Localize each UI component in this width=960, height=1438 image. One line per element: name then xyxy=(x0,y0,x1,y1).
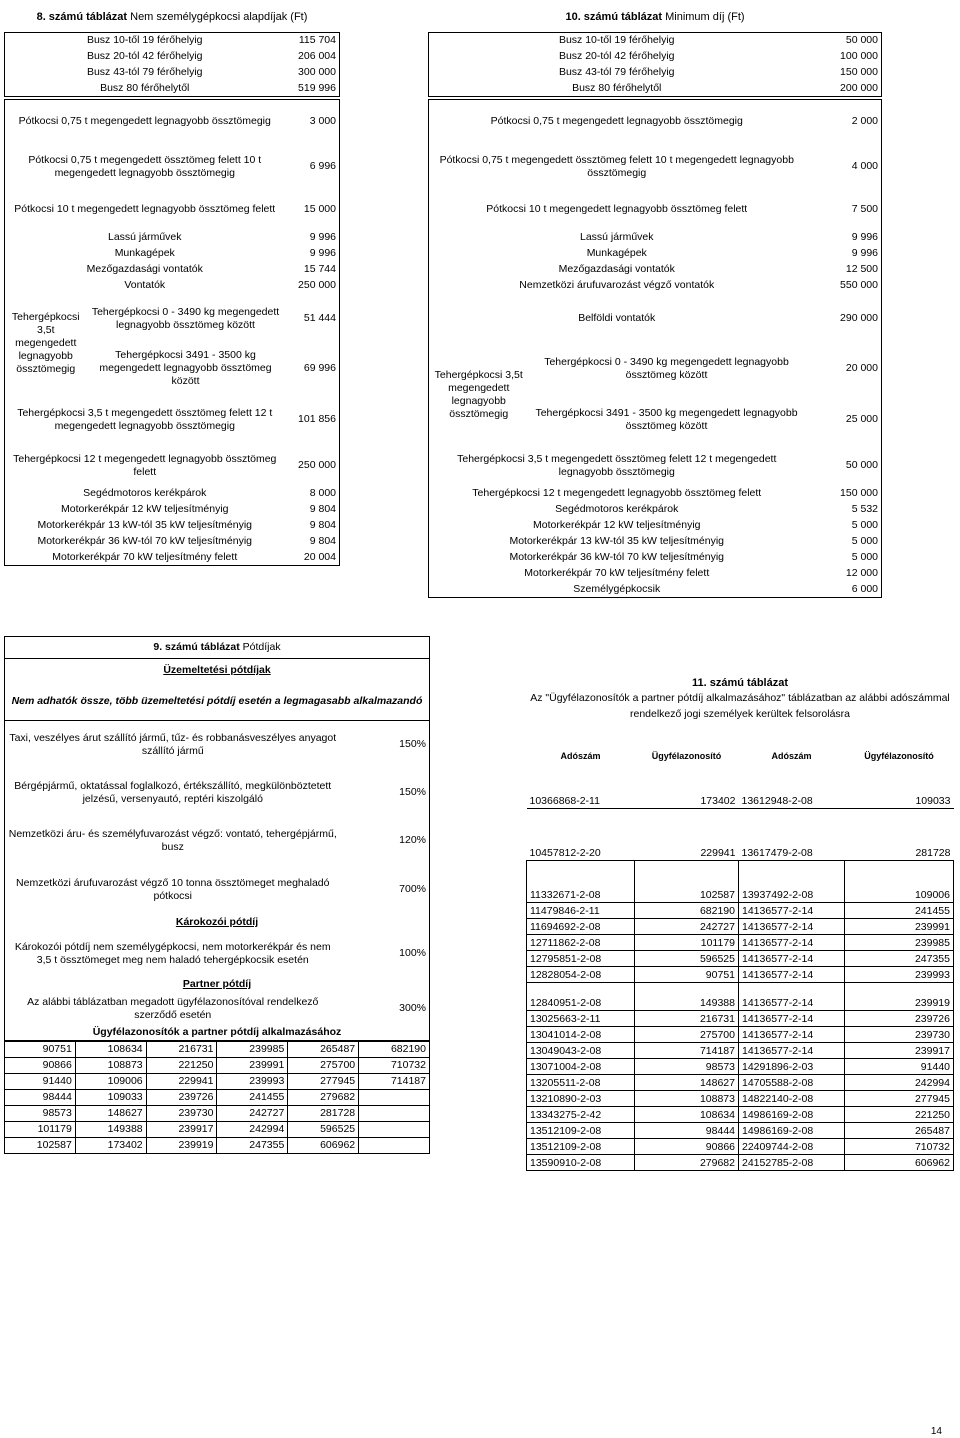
client-id-cell: 98444 xyxy=(5,1090,76,1106)
cell-value: 50 000 xyxy=(845,459,878,471)
table-9 xyxy=(4,636,430,1154)
cell-value: 9 996 xyxy=(309,247,336,259)
cell-label: Tehergépkocsi 0 - 3490 kg megengedett legnagyobb össztömeg között xyxy=(91,305,280,331)
tax-number-cell: 14291896-2-03 xyxy=(739,1058,845,1074)
tax-number-cell: 13049043-2-08 xyxy=(527,1042,635,1058)
table-row xyxy=(527,808,954,860)
tax-number-cell: 14986169-2-08 xyxy=(739,1122,845,1138)
cell-value: 8 000 xyxy=(309,487,336,499)
tax-number-cell: 12840951-2-08 xyxy=(527,982,635,1010)
table-11-grid xyxy=(526,748,954,1171)
client-id-cell: 606962 xyxy=(845,1154,954,1170)
client-id-cell: 109006 xyxy=(845,860,954,902)
cell-value: 290 000 xyxy=(840,312,878,324)
table-8-title-rest: Nem személygépkocsi alapdíjak (Ft) xyxy=(127,11,308,23)
table-row xyxy=(5,1058,430,1074)
table-10 xyxy=(428,6,882,598)
col-header: Ügyfélazonosító xyxy=(651,750,722,761)
tax-number-cell: 11479846-2-11 xyxy=(527,902,635,918)
cell-value: 6 000 xyxy=(851,582,878,595)
tax-number-cell: 12711862-2-08 xyxy=(527,934,635,950)
cell-label: Busz 10-től 19 férőhelyig xyxy=(86,34,203,47)
tax-number-cell: 13210890-2-03 xyxy=(527,1090,635,1106)
cell-value: 519 996 xyxy=(298,81,336,94)
cell-value: 69 996 xyxy=(303,362,336,374)
cell-value: 150 000 xyxy=(840,66,878,78)
ops-note: Nem adhatók össze, több üzemeltetési pótdíj esetén a legmagasabb alkalmazandó xyxy=(5,683,430,721)
cell-label: Vontatók xyxy=(124,279,166,291)
client-id-cell: 242994 xyxy=(217,1122,288,1138)
table-row xyxy=(527,982,954,1010)
client-id-cell: 149388 xyxy=(635,982,739,1010)
client-id-cell: 242727 xyxy=(635,918,739,934)
section-damage-heading: Károkozói pótdíj xyxy=(175,916,259,928)
client-id-cell: 279682 xyxy=(288,1090,359,1106)
cell-label: Taxi, veszélyes árut szállító jármű, tűz- és robbanásveszélyes anyagot szállító jármű xyxy=(9,731,337,757)
table-row xyxy=(5,1074,430,1090)
cell-value: 4 000 xyxy=(851,160,878,172)
client-id-cell xyxy=(359,1106,430,1122)
tax-number-cell: 22409744-2-08 xyxy=(739,1138,845,1154)
col-header: Adószám xyxy=(771,750,812,761)
client-id-cell: 710732 xyxy=(359,1058,430,1074)
cell-label: Bérgépjármű, oktatással foglalkozó, értékszállító, megkülönböztetett jelzésű, versenyautó, reptéri kiszolgáló xyxy=(14,779,332,805)
cell-value: 20 004 xyxy=(303,550,336,563)
client-id-cell: 281728 xyxy=(845,808,954,860)
cell-value: 15 000 xyxy=(303,203,336,215)
client-id-cell: 265487 xyxy=(288,1042,359,1058)
cell-label: Nemzetközi áru- és személyfuvarozást végző: vontató, tehergépjármű, busz xyxy=(8,827,337,853)
client-id-cell: 239917 xyxy=(146,1122,217,1138)
cell-label: Mezőgazdasági vontatók xyxy=(86,263,203,275)
cell-value: 9 996 xyxy=(851,247,878,259)
cell-label: Lassú járművek xyxy=(579,231,654,243)
table-row xyxy=(527,1106,954,1122)
client-id-cell: 239730 xyxy=(146,1106,217,1122)
cell-value: 100% xyxy=(399,947,426,959)
cell-label: Tehergépkocsi 12 t megengedett legnagyobb össztömeg felett xyxy=(13,452,277,478)
cell-value: 206 004 xyxy=(298,50,336,62)
cell-label: Belföldi vontatók xyxy=(578,312,656,324)
cell-label: Motorkerékpár 70 kW teljesítmény felett xyxy=(524,567,710,579)
client-id-cell: 239726 xyxy=(845,1010,954,1026)
cell-label: Pótkocsi 0,75 t megengedett össztömeg felett 10 t megengedett legnagyobb össztömegig xyxy=(439,153,794,179)
section-ops-heading: Üzemeltetési pótdíjak xyxy=(163,664,271,677)
cell-label: Busz 43-tól 79 férőhelyig xyxy=(86,66,203,78)
client-id-cell: 247355 xyxy=(217,1138,288,1154)
cell-label: Busz 10-től 19 férőhelyig xyxy=(558,34,675,47)
client-id-cell: 279682 xyxy=(635,1154,739,1170)
client-id-cell: 216731 xyxy=(146,1042,217,1058)
cell-value: 2 000 xyxy=(851,115,878,128)
client-id-cell: 148627 xyxy=(75,1106,146,1122)
cell-value: 6 996 xyxy=(309,160,336,172)
cell-value: 250 000 xyxy=(298,459,336,471)
table-row xyxy=(527,1090,954,1106)
tax-number-cell: 13025663-2-11 xyxy=(527,1010,635,1026)
cell-label: Tehergépkocsi 3,5 t megengedett össztömeg felett 12 t megengedett legnagyobb össztömegig xyxy=(457,452,777,478)
tax-number-cell: 13041014-2-08 xyxy=(527,1026,635,1042)
tax-number-cell: 14136577-2-14 xyxy=(739,934,845,950)
client-id-cell: 91440 xyxy=(845,1058,954,1074)
tax-number-cell: 12795851-2-08 xyxy=(527,950,635,966)
table-row xyxy=(527,918,954,934)
tax-number-cell: 14136577-2-14 xyxy=(739,918,845,934)
client-id-cell xyxy=(359,1138,430,1154)
truck-group-label: Tehergépkocsi 3,5t megengedett legnagyobb össztömegig xyxy=(11,311,80,375)
cell-value: 150 000 xyxy=(840,487,878,499)
table-row xyxy=(5,1122,430,1138)
cell-label: Pótkocsi 10 t megengedett legnagyobb össztömeg felett xyxy=(14,203,276,215)
cell-label: Munkagépek xyxy=(586,247,647,259)
cell-label: Az alábbi táblázatban megadott ügyfélazonosítóval rendelkező szerződő esetén xyxy=(27,995,319,1021)
cell-label: Lassú járművek xyxy=(107,231,182,243)
client-id-cell: 109033 xyxy=(75,1090,146,1106)
cell-label: Pótkocsi 0,75 t megengedett legnagyobb össztömegig xyxy=(18,115,271,128)
cell-value: 15 744 xyxy=(303,263,336,275)
tax-number-cell: 14136577-2-14 xyxy=(739,1026,845,1042)
tax-number-cell: 13071004-2-08 xyxy=(527,1058,635,1074)
table-10-title-num: 10. számú táblázat xyxy=(565,11,663,23)
table-row xyxy=(5,1106,430,1122)
cell-value: 700% xyxy=(399,883,426,895)
client-id-cell: 229941 xyxy=(635,808,739,860)
table-8-main xyxy=(4,99,340,566)
cell-label: Tehergépkocsi 12 t megengedett legnagyobb össztömeg felett xyxy=(472,487,762,499)
client-id-cell: 173402 xyxy=(635,764,739,808)
client-id-cell: 109033 xyxy=(845,764,954,808)
tax-number-cell: 14136577-2-14 xyxy=(739,950,845,966)
cell-label: Segédmotoros kerékpárok xyxy=(83,487,207,499)
cell-label: Tehergépkocsi 3491 - 3500 kg megengedett legnagyobb össztömeg között xyxy=(535,406,798,432)
tax-number-cell: 13205511-2-08 xyxy=(527,1074,635,1090)
tax-number-cell: 14705588-2-08 xyxy=(739,1074,845,1090)
client-id-cell: 90751 xyxy=(5,1042,76,1058)
table-10-bus xyxy=(428,32,882,97)
cell-value: 9 996 xyxy=(309,231,336,243)
client-id-cell: 216731 xyxy=(635,1010,739,1026)
cell-value: 150% xyxy=(399,786,426,798)
tax-number-cell: 14986169-2-08 xyxy=(739,1106,845,1122)
table-10-title xyxy=(428,6,882,30)
client-id-cell: 149388 xyxy=(75,1122,146,1138)
cell-label: Nemzetközi árufuvarozást végző vontatók xyxy=(519,279,715,291)
tax-number-cell: 10457812-2-20 xyxy=(527,808,635,860)
col-header: Ügyfélazonosító xyxy=(864,750,934,761)
cell-value: 9 996 xyxy=(851,231,878,243)
table-11 xyxy=(526,676,954,1171)
cell-value: 100 000 xyxy=(840,50,878,62)
client-id-cell: 109006 xyxy=(75,1074,146,1090)
cell-label: Motorkerékpár 36 kW-tól 70 kW teljesítményig xyxy=(509,551,725,563)
table-9-title xyxy=(5,637,430,659)
cell-label: Busz 80 férőhelytől xyxy=(100,81,190,94)
cell-label: Motorkerékpár 12 kW teljesítményig xyxy=(533,519,701,531)
client-id-cell: 91440 xyxy=(5,1074,76,1090)
client-id-cell: 173402 xyxy=(75,1138,146,1154)
table-8-bus xyxy=(4,32,340,97)
tax-number-cell: 13612948-2-08 xyxy=(739,764,845,808)
section-partner-heading: Partner pótdíj xyxy=(182,978,252,990)
cell-label: Pótkocsi 0,75 t megengedett össztömeg felett 10 t megengedett legnagyobb össztömegig xyxy=(28,153,262,179)
cell-value: 300 000 xyxy=(298,66,336,78)
tax-number-cell: 14136577-2-14 xyxy=(739,902,845,918)
client-id-cell: 265487 xyxy=(845,1122,954,1138)
cell-label: Tehergépkocsi 0 - 3490 kg megengedett legnagyobb össztömeg között xyxy=(544,355,789,381)
cell-value: 250 000 xyxy=(298,279,336,291)
client-id-cell: 596525 xyxy=(635,950,739,966)
cell-value: 7 500 xyxy=(851,203,878,215)
tax-number-cell: 13512109-2-08 xyxy=(527,1138,635,1154)
client-id-cell: 98444 xyxy=(635,1122,739,1138)
client-id-cell: 596525 xyxy=(288,1122,359,1138)
client-id-cell: 239993 xyxy=(217,1074,288,1090)
cell-value: 12 500 xyxy=(845,263,878,275)
client-id-cell: 247355 xyxy=(845,950,954,966)
client-id-cell: 682190 xyxy=(359,1042,430,1058)
client-id-cell: 239919 xyxy=(845,982,954,1010)
cell-value: 120% xyxy=(399,834,426,846)
client-id-cell: 682190 xyxy=(635,902,739,918)
cell-value: 150% xyxy=(399,738,426,751)
table-row xyxy=(527,1042,954,1058)
cell-value: 5 000 xyxy=(851,519,878,531)
table-row xyxy=(527,1154,954,1170)
tax-number-cell: 13617479-2-08 xyxy=(739,808,845,860)
client-id-cell: 239991 xyxy=(217,1058,288,1074)
table-row xyxy=(5,1138,430,1154)
table-11-description: Az "Ügyfélazonosítók a partner pótdíj alkalmazásához" táblázatban az alábbi adószámmal rendelkező jogi személyek kerültek felsorolásra xyxy=(530,692,950,720)
client-id-cell: 239917 xyxy=(845,1042,954,1058)
client-id-cell: 108634 xyxy=(75,1042,146,1058)
client-id-cell: 98573 xyxy=(635,1058,739,1074)
cell-label: Motorkerékpár 13 kW-tól 35 kW teljesítményig xyxy=(509,535,725,547)
table-8-title xyxy=(4,6,340,30)
client-id-cell: 239993 xyxy=(845,966,954,982)
table-row xyxy=(527,934,954,950)
cell-label: Károkozói pótdíj nem személygépkocsi, nem motorkerékpár és nem 3,5 t össztömeget meg nem haladó tehergépkocsik esetén xyxy=(14,940,331,966)
page-number: 14 xyxy=(930,1426,942,1437)
cell-label: Tehergépkocsi 3,5 t megengedett össztömeg felett 12 t megengedett legnagyobb össztömegig xyxy=(17,406,273,432)
tax-number-cell: 11694692-2-08 xyxy=(527,918,635,934)
section-ids-heading: Ügyfélazonosítók a partner pótdíj alkalmazásához xyxy=(92,1025,342,1038)
client-id-table xyxy=(4,1041,430,1154)
client-id-cell: 148627 xyxy=(635,1074,739,1090)
client-id-cell: 714187 xyxy=(635,1042,739,1058)
cell-label: Nemzetközi árufuvarozást végző 10 tonna össztömeget meghaladó pótkocsi xyxy=(16,876,330,902)
tax-number-cell: 14822140-2-08 xyxy=(739,1090,845,1106)
client-id-cell: 281728 xyxy=(288,1106,359,1122)
cell-value: 51 444 xyxy=(303,312,336,324)
client-id-cell: 108634 xyxy=(635,1106,739,1122)
table-10-title-rest: Minimum díj (Ft) xyxy=(662,11,745,23)
table-row xyxy=(527,764,954,808)
client-id-cell: 239730 xyxy=(845,1026,954,1042)
client-id-cell: 90866 xyxy=(5,1058,76,1074)
table-row xyxy=(527,1058,954,1074)
cell-value: 9 804 xyxy=(309,535,336,547)
client-id-cell: 275700 xyxy=(288,1058,359,1074)
table-row xyxy=(5,1042,430,1058)
tax-number-cell: 14136577-2-14 xyxy=(739,982,845,1010)
client-id-cell: 242727 xyxy=(217,1106,288,1122)
tax-number-cell: 14136577-2-14 xyxy=(739,966,845,982)
cell-label: Személygépkocsik xyxy=(573,582,661,595)
cell-value: 101 856 xyxy=(298,413,336,425)
cell-value: 3 000 xyxy=(309,115,336,128)
cell-label: Motorkerékpár 36 kW-tól 70 kW teljesítményig xyxy=(37,535,253,547)
client-id-cell: 221250 xyxy=(146,1058,217,1074)
cell-label: Motorkerékpár 12 kW teljesítményig xyxy=(61,503,229,515)
client-id-cell: 102587 xyxy=(635,860,739,902)
cell-value: 20 000 xyxy=(845,362,878,374)
cell-label: Busz 20-tól 42 férőhelyig xyxy=(558,50,675,62)
col-header: Adószám xyxy=(560,750,601,761)
cell-label: Tehergépkocsi 3491 - 3500 kg megengedett legnagyobb össztömeg között xyxy=(99,349,272,387)
cell-value: 50 000 xyxy=(845,34,878,47)
cell-label: Busz 80 férőhelytől xyxy=(572,81,662,94)
table-row xyxy=(5,1090,430,1106)
tax-number-cell: 14136577-2-14 xyxy=(739,1010,845,1026)
cell-value: 25 000 xyxy=(845,413,878,425)
tax-number-cell: 11332671-2-08 xyxy=(527,860,635,902)
tax-number-cell: 13590910-2-08 xyxy=(527,1154,635,1170)
client-id-cell: 606962 xyxy=(288,1138,359,1154)
table-row xyxy=(527,902,954,918)
client-id-cell: 102587 xyxy=(5,1138,76,1154)
cell-value: 5 000 xyxy=(851,551,878,563)
client-id-cell: 277945 xyxy=(288,1074,359,1090)
client-id-cell: 239985 xyxy=(845,934,954,950)
table-9-grid xyxy=(4,636,430,1041)
cell-value: 200 000 xyxy=(840,81,878,94)
client-id-cell: 241455 xyxy=(845,902,954,918)
cell-value: 9 804 xyxy=(309,519,336,531)
table-row xyxy=(527,950,954,966)
table-row xyxy=(527,1026,954,1042)
cell-label: Busz 20-tól 42 férőhelyig xyxy=(86,50,203,62)
cell-label: Motorkerékpár 13 kW-tól 35 kW teljesítményig xyxy=(37,519,253,531)
cell-value: 9 804 xyxy=(309,503,336,515)
client-id-cell: 90866 xyxy=(635,1138,739,1154)
client-id-cell: 239991 xyxy=(845,918,954,934)
cell-label: Pótkocsi 10 t megengedett legnagyobb össztömeg felett xyxy=(486,203,748,215)
table-10-main xyxy=(428,99,882,598)
cell-label: Segédmotoros kerékpárok xyxy=(555,503,679,515)
table-row xyxy=(527,1122,954,1138)
client-id-cell: 229941 xyxy=(146,1074,217,1090)
client-id-cell: 221250 xyxy=(845,1106,954,1122)
table-9-title-num: 9. számú táblázat xyxy=(153,641,240,653)
client-id-cell: 90751 xyxy=(635,966,739,982)
cell-value: 5 000 xyxy=(851,535,878,547)
table-row xyxy=(527,1138,954,1154)
tax-number-cell: 24152785-2-08 xyxy=(739,1154,845,1170)
tax-number-cell: 10366868-2-11 xyxy=(527,764,635,808)
cell-value: 115 704 xyxy=(298,34,336,47)
cell-label: Mezőgazdasági vontatók xyxy=(558,263,675,275)
cell-value: 12 000 xyxy=(845,567,878,579)
client-id-cell: 277945 xyxy=(845,1090,954,1106)
table-row xyxy=(527,966,954,982)
table-row xyxy=(527,1074,954,1090)
client-id-cell: 242994 xyxy=(845,1074,954,1090)
client-id-cell xyxy=(359,1090,430,1106)
client-id-cell xyxy=(359,1122,430,1138)
truck-group-label: Tehergépkocsi 3,5t megengedett legnagyobb össztömegig xyxy=(434,368,523,420)
table-row xyxy=(527,1010,954,1026)
client-id-cell: 241455 xyxy=(217,1090,288,1106)
tax-number-cell: 13512109-2-08 xyxy=(527,1122,635,1138)
table-11-title: 11. számú táblázat xyxy=(692,677,788,689)
tax-number-cell: 13343275-2-42 xyxy=(527,1106,635,1122)
table-8 xyxy=(4,6,340,566)
tax-number-cell: 12828054-2-08 xyxy=(527,966,635,982)
cell-value: 300% xyxy=(399,1002,426,1014)
client-id-cell: 108873 xyxy=(75,1058,146,1074)
tax-number-cell: 14136577-2-14 xyxy=(739,1042,845,1058)
client-id-cell: 710732 xyxy=(845,1138,954,1154)
cell-label: Munkagépek xyxy=(114,247,175,259)
client-id-cell: 108873 xyxy=(635,1090,739,1106)
table-9-title-rest: Pótdíjak xyxy=(239,641,281,653)
table-row xyxy=(527,860,954,902)
cell-label: Pótkocsi 0,75 t megengedett legnagyobb össztömegig xyxy=(490,115,743,128)
tax-number-cell: 13937492-2-08 xyxy=(739,860,845,902)
client-id-cell: 239985 xyxy=(217,1042,288,1058)
client-id-cell: 714187 xyxy=(359,1074,430,1090)
client-id-cell: 275700 xyxy=(635,1026,739,1042)
cell-value: 550 000 xyxy=(840,279,878,291)
client-id-cell: 239726 xyxy=(146,1090,217,1106)
cell-label: Busz 43-tól 79 férőhelyig xyxy=(558,66,675,78)
client-id-cell: 101179 xyxy=(635,934,739,950)
client-id-cell: 239919 xyxy=(146,1138,217,1154)
table-8-title-num: 8. számú táblázat xyxy=(36,11,128,23)
cell-value: 5 532 xyxy=(851,503,878,515)
client-id-cell: 101179 xyxy=(5,1122,76,1138)
client-id-cell: 98573 xyxy=(5,1106,76,1122)
cell-label: Motorkerékpár 70 kW teljesítmény felett xyxy=(52,550,238,563)
